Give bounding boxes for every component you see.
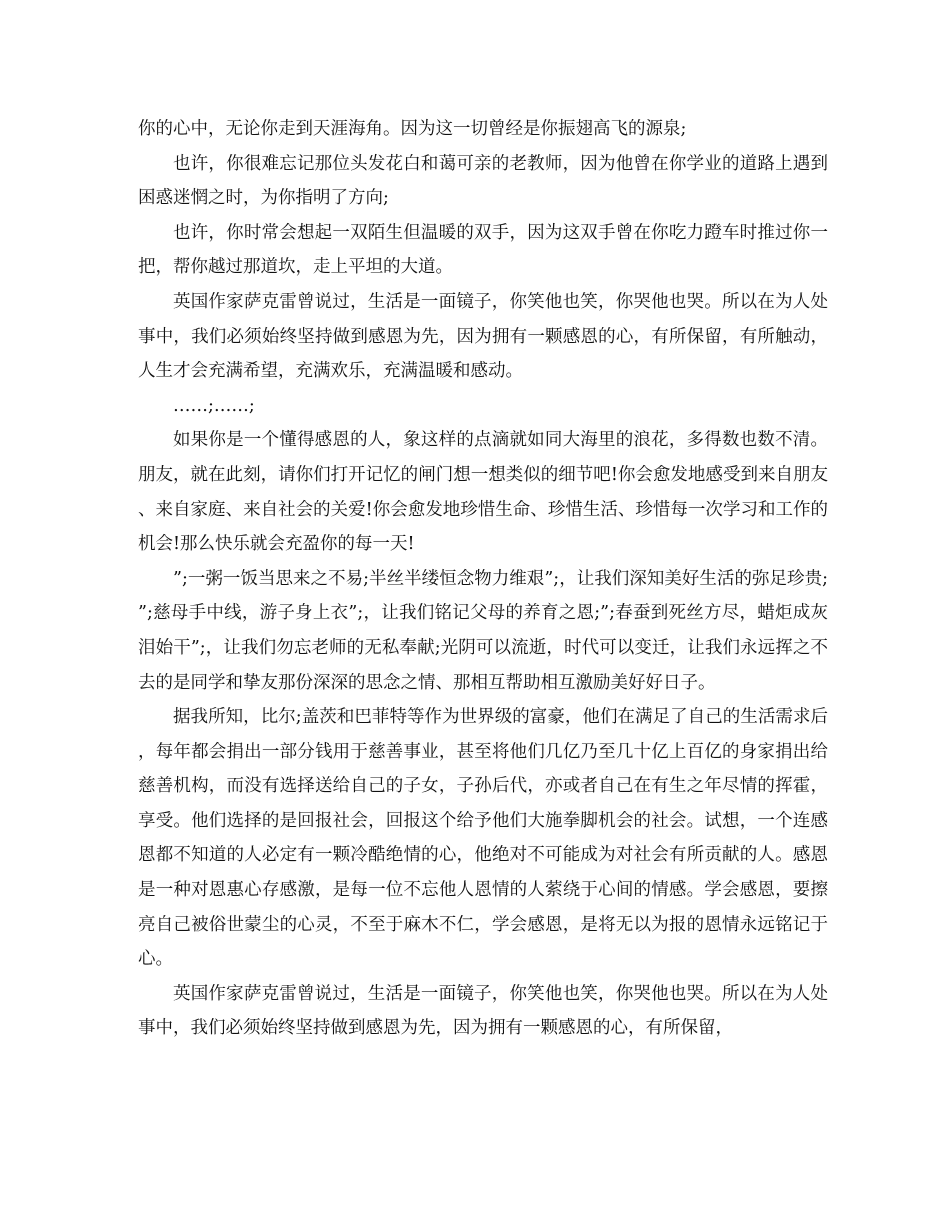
paragraph-philanthropy: 据我所知，比尔;盖茨和巴菲特等作为世界级的富豪，他们在满足了自己的生活需求后，每年都会捐出一部分钱用于慈善事业，甚至将他们几亿乃至几十亿上百亿的身家捐出给慈善机构，而没有选择送给自己的子女，子孙后代，亦或者自己在有生之年尽情的挥霍，享受。他们选择的是回报社会，回报这个给予他们大施拳脚机会的社会。试想，一个连感恩都不知道的人必定有一颗冷酷绝情的心，他绝对不可能成为对社会有所贡献的人。感恩是一种对恩惠心存感激，是每一位不忘他人恩情的人萦绕于心间的情感。学会感恩，要擦亮自己被俗世蒙尘的心灵，不至于麻木不仁，学会感恩，是将无以为报的恩情永远铭记于心。 (138, 707, 828, 970)
paragraph-thackeray-quote-repeat: 英国作家萨克雷曾说过，生活是一面镜子，你笑他也笑，你哭他也哭。所以在为人处事中，我们必须始终坚持做到感恩为先，因为拥有一颗感恩的心，有所保留， (138, 983, 828, 1039)
paragraph-continued: 你的心中，无论你走到天涯海角。因为这一切曾经是你振翅高飞的源泉; (138, 119, 687, 139)
paragraph-ellipsis: ……;……; (173, 395, 255, 416)
paragraph-old-teacher: 也许，你很难忘记那位头发花白和蔼可亲的老教师，因为他曾在你学业的道路上遇到困惑迷惘之时，为你指明了方向; (138, 153, 828, 209)
paragraph-warm-hands: 也许，你时常会想起一双陌生但温暖的双手，因为这双手曾在你吃力蹬车时推过你一把，帮你越过那道坎，走上平坦的大道。 (138, 222, 828, 278)
paragraph-proverbs: ”;一粥一饭当思来之不易;半丝半缕恒念物力维艰”;，让我们深知美好生活的弥足珍贵;”;慈母手中线，游子身上衣”;，让我们铭记父母的养育之恩;”;春蚕到死丝方尽，蜡炬成灰泪始干”;，让我们勿忘老师的无私奉献;光阴可以流逝，时代可以变迁，让我们永远挥之不去的是同学和挚友那份深深的思念之情、那相互帮助相互激励美好好日子。 (138, 568, 828, 693)
paragraph-thackeray-quote: 英国作家萨克雷曾说过，生活是一面镜子，你笑他也笑，你哭他也哭。所以在为人处事中，我们必须始终坚持做到感恩为先，因为拥有一颗感恩的心，有所保留，有所触动，人生才会充满希望，充满欢乐，充满温暖和感动。 (138, 291, 828, 382)
paragraph-gratitude-person: 如果你是一个懂得感恩的人，象这样的点滴就如同大海里的浪花，多得数也数不清。朋友，就在此刻，请你们打开记忆的闸门想一想类似的细节吧!你会愈发地感受到来自朋友、来自家庭、来自社会的关爱!你会愈发地珍惜生命、珍惜生活、珍惜每一次学习和工作的机会!那么快乐就会充盈你的每一天! (138, 430, 828, 555)
document-page (138, 112, 828, 1046)
